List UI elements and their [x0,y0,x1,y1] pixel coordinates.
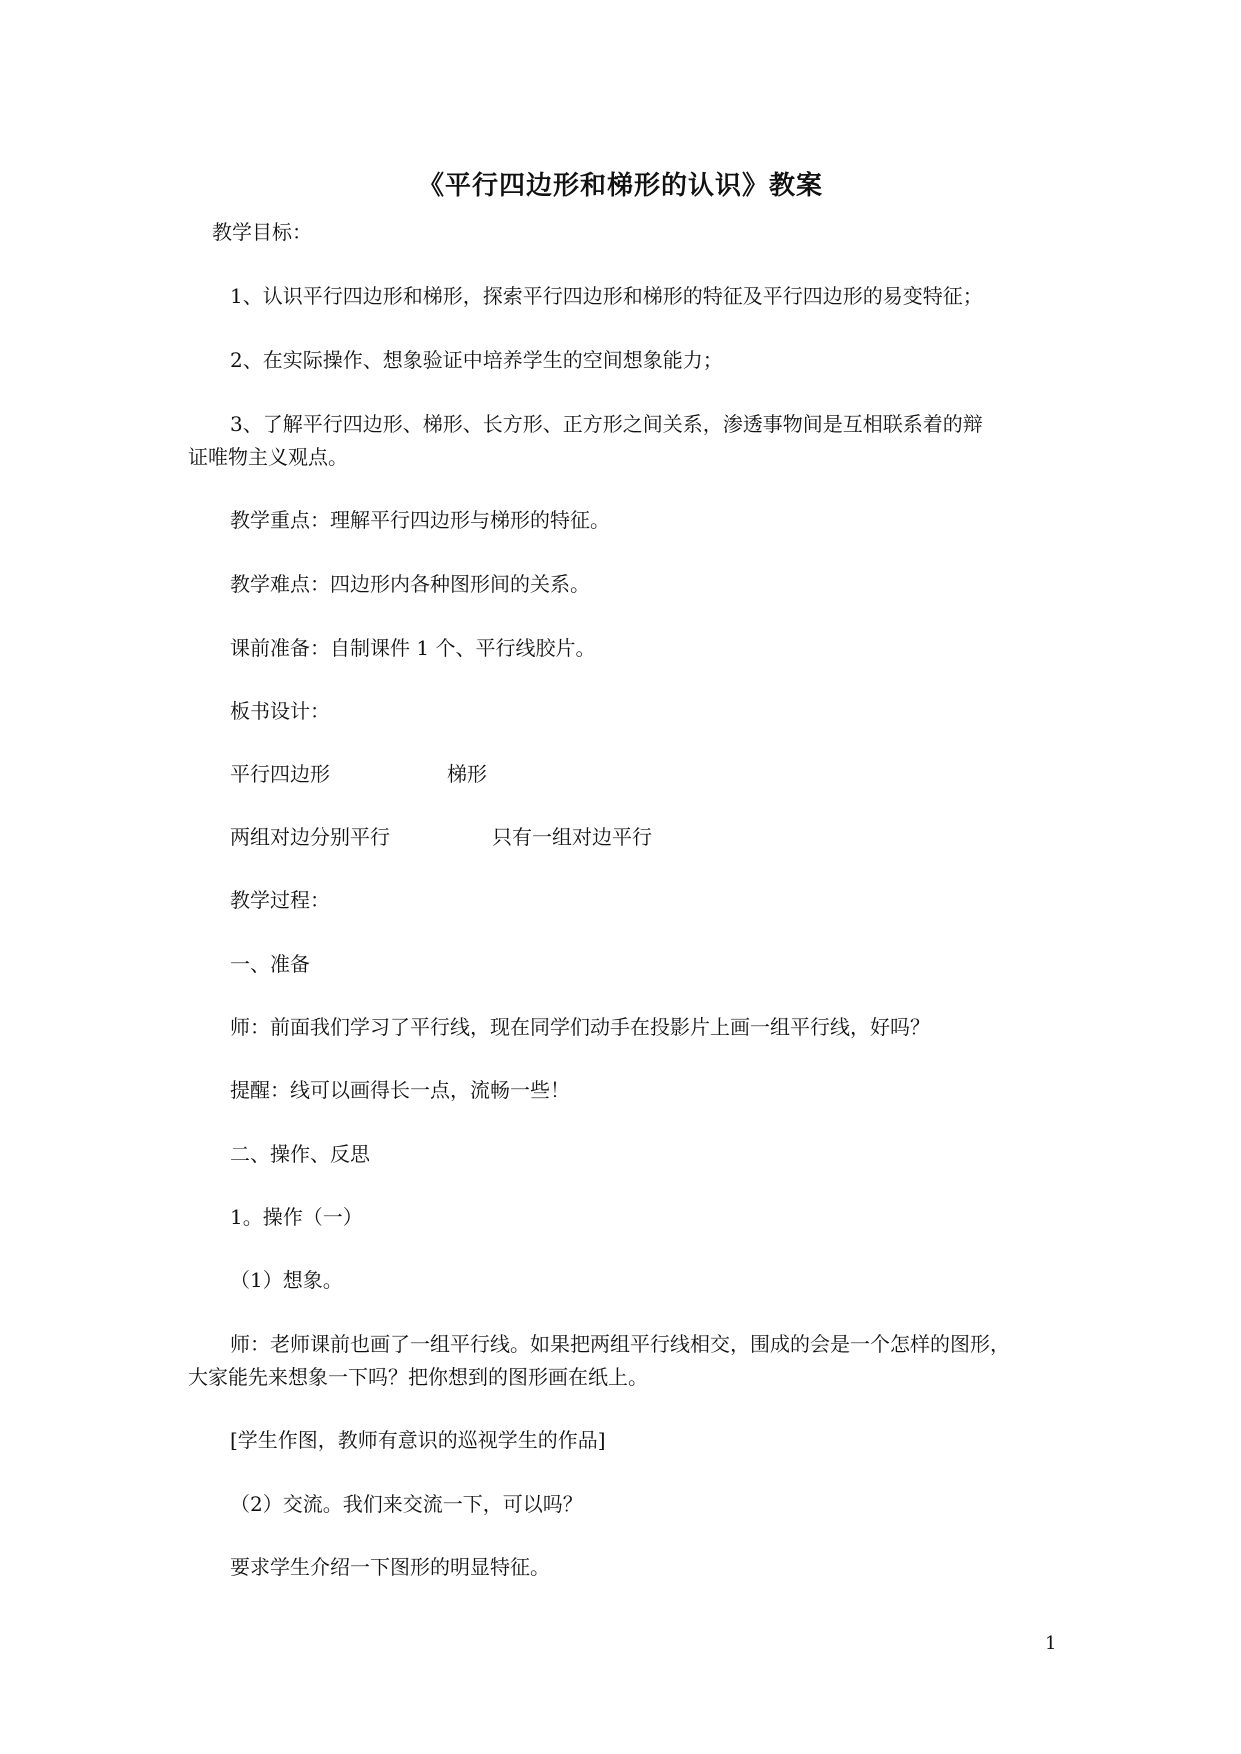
key-point: 教学重点：理解平行四边形与梯形的特征。 [230,508,610,532]
objective-3-line1: 3、了解平行四边形、梯形、长方形、正方形之间关系，渗透事物间是互相联系着的辩 [230,412,983,436]
objectives-heading: 教学目标： [212,220,312,244]
objective-2: 2、在实际操作、想象验证中培养学生的空间想象能力； [230,348,723,372]
board-heading: 板书设计： [230,699,330,723]
operation-1-heading: 1。操作（一） [230,1205,363,1229]
imagine-subheading: （1）想象。 [230,1268,343,1292]
document-title: 《平行四边形和梯形的认识》教案 [417,171,823,201]
exchange-subheading: （2）交流。我们来交流一下，可以吗？ [230,1492,583,1516]
teacher-line-2b: 大家能先来想象一下吗？把你想到的图形画在纸上。 [188,1365,648,1389]
teacher-line-2a: 师：老师课前也画了一组平行线。如果把两组平行线相交，围成的会是一个怎样的图形， [230,1332,1010,1356]
board-row1-col1: 平行四边形 [230,762,330,786]
objective-1: 1、认识平行四边形和梯形，探索平行四边形和梯形的特征及平行四边形的易变特征； [230,284,983,308]
difficulty: 教学难点：四边形内各种图形间的关系。 [230,572,590,596]
objective-3-line2: 证唯物主义观点。 [188,445,348,469]
section-2-heading: 二、操作、反思 [230,1142,370,1166]
board-row1-col2: 梯形 [447,762,487,786]
process-heading: 教学过程： [230,888,330,912]
board-row2-col1: 两组对边分别平行 [230,825,390,849]
section-1-heading: 一、准备 [230,952,310,976]
requirement-line: 要求学生介绍一下图形的明显特征。 [230,1555,550,1579]
teacher-line-1: 师：前面我们学习了平行线，现在同学们动手在投影片上画一组平行线，好吗？ [230,1015,930,1039]
board-row2-col2: 只有一组对边平行 [492,825,652,849]
bracket-note: [学生作图，教师有意识的巡视学生的作品] [230,1428,606,1452]
page-number: 1 [1045,1633,1057,1654]
reminder-line: 提醒：线可以画得长一点，流畅一些！ [230,1078,570,1102]
preparation: 课前准备：自制课件 1 个、平行线胶片。 [230,636,596,660]
